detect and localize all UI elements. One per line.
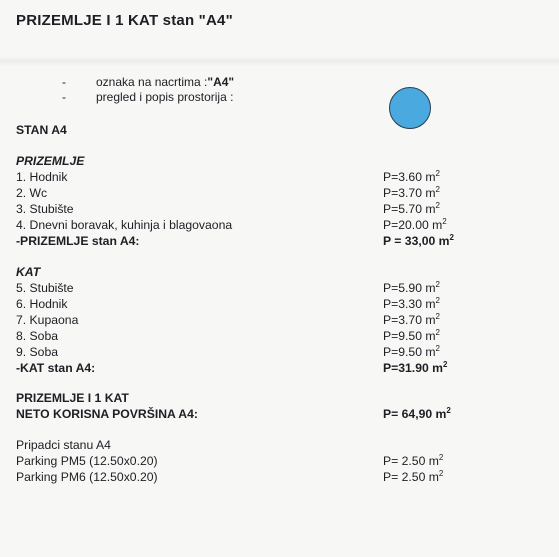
kat-total-row — [16, 360, 536, 376]
parking-label: Parking PM5 (12.50x0.20) — [16, 454, 158, 468]
bullet-text: oznaka na nacrtima : — [96, 75, 208, 89]
parking-area: P= 2.50 $m^2$ — [383, 452, 444, 468]
room-area: P=9.50 $m^2$ — [383, 343, 440, 359]
room-area: P=9.50 $m^2$ — [383, 327, 440, 343]
document-title: PRIZEMLJE I 1 KAT stan "A4" — [16, 12, 233, 29]
room-label: 9. Soba — [16, 345, 59, 359]
room-area: P=3.30 $m^2$ — [383, 295, 440, 311]
room-label: 6. Hodnik — [16, 297, 68, 311]
room-area: P=5.90 $m^2$ — [383, 279, 440, 295]
room-row — [16, 312, 536, 328]
bullet-dash: - — [62, 75, 66, 89]
bullet-list — [62, 75, 234, 105]
room-row — [16, 296, 536, 312]
bullet-bold: "A4" — [207, 75, 235, 89]
kat-heading: KAT — [16, 265, 41, 279]
room-row — [16, 217, 536, 233]
room-row — [16, 201, 536, 217]
total-area: P = 33,00 $m^2$ — [383, 232, 454, 248]
room-label: 2. Wc — [16, 186, 48, 200]
room-area: P=3.70 $m^2$ — [383, 311, 440, 327]
parking-label: Parking PM6 (12.50x0.20) — [16, 470, 158, 484]
room-area: P=5.70 $m^2$ — [383, 200, 440, 216]
room-area: P=3.60 $m^2$ — [383, 168, 440, 184]
parking-row — [16, 469, 536, 485]
bullet-text: pregled i popis prostorija : — [96, 90, 234, 104]
bullet-dash: - — [62, 90, 66, 104]
room-label: 4. Dnevni boravak, kuhinja i blagovaona — [16, 218, 233, 232]
room-row — [16, 328, 536, 344]
total-label: -PRIZEMLJE stan A4: — [16, 234, 140, 248]
room-area: P=3.70 $m^2$ — [383, 184, 440, 200]
total-label: -KAT stan A4: — [16, 361, 96, 375]
neto-label: NETO KORISNA POVRŠINA A4: — [16, 407, 198, 421]
room-label: 5. Stubište — [16, 281, 74, 295]
pripadci-heading: Pripadci stanu A4 — [16, 438, 111, 452]
neto-heading: PRIZEMLJE I 1 KAT — [16, 391, 129, 405]
bullet-item — [62, 75, 234, 90]
neto-area: P= 64,90 $m^2$ — [383, 405, 451, 421]
neto-total-row — [16, 406, 536, 422]
room-label: 3. Stubište — [16, 202, 74, 216]
bullet-item — [62, 90, 234, 105]
total-area: P=31.90 $m^2$ — [383, 359, 448, 375]
room-row — [16, 169, 536, 185]
room-row — [16, 185, 536, 201]
room-label: 1. Hodnik — [16, 170, 68, 184]
stan-heading: STAN A4 — [16, 123, 67, 137]
room-row — [16, 344, 536, 360]
prizemlje-total-row — [16, 233, 536, 249]
prizemlje-heading: PRIZEMLJE — [16, 154, 85, 168]
room-label: 8. Soba — [16, 329, 59, 343]
room-area: P=20.00 $m^2$ — [383, 216, 447, 232]
room-row — [16, 280, 536, 296]
room-label: 7. Kupaona — [16, 313, 79, 327]
parking-area: P= 2.50 $m^2$ — [383, 468, 444, 484]
scan-artifact — [0, 56, 559, 66]
parking-row — [16, 453, 536, 469]
